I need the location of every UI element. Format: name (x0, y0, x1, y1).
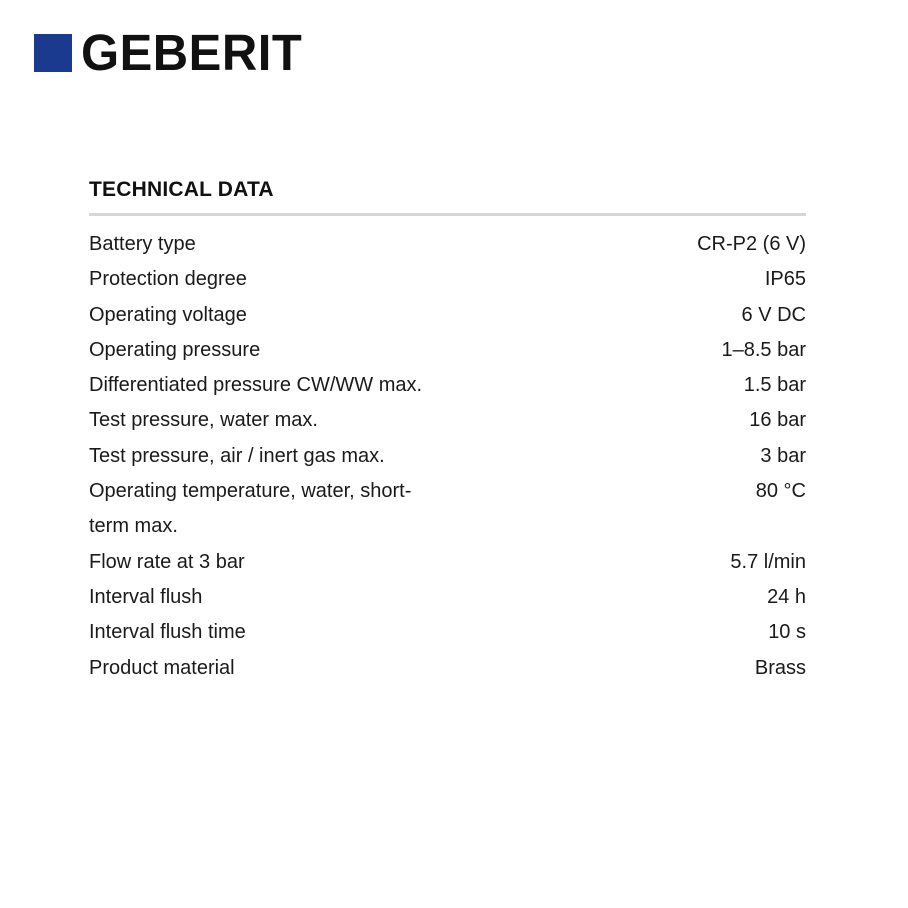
section-divider (89, 213, 806, 216)
spec-value: IP65 (764, 268, 806, 291)
spec-label: Protection degree (89, 268, 247, 291)
brand-logo-text: GEBERIT (81, 24, 303, 82)
spec-row (89, 651, 806, 686)
spec-label: Operating voltage (89, 303, 247, 326)
spec-row (89, 227, 806, 262)
spec-value: CR-P2 (6 V) (697, 233, 806, 255)
spec-label: Test pressure, air / inert gas max. (89, 444, 385, 467)
spec-value: 1.5 bar (743, 374, 806, 397)
spec-value: Brass (754, 656, 806, 679)
spec-row (89, 368, 806, 403)
spec-row (89, 262, 806, 297)
spec-row (89, 615, 806, 650)
spec-value: 10 s (768, 621, 806, 644)
brand-logo (34, 24, 303, 82)
spec-value: 24 h (767, 585, 806, 608)
spec-label: Operating pressure (89, 338, 261, 361)
spec-list (89, 227, 806, 686)
spec-value: 16 bar (749, 409, 806, 432)
spec-label: Operating temperature, water, short-term max. (89, 480, 412, 538)
spec-value: 5.7 l/min (730, 550, 806, 573)
spec-label: Battery type (89, 233, 196, 255)
spec-value: 3 bar (760, 444, 806, 467)
spec-row (89, 474, 806, 545)
spec-row (89, 333, 806, 368)
section-title: TECHNICAL DATA (89, 178, 274, 201)
spec-label: Interval flush (89, 585, 203, 608)
spec-row (89, 580, 806, 615)
spec-row (89, 403, 806, 438)
technical-data-section (89, 173, 806, 686)
spec-row (89, 545, 806, 580)
spec-label: Product material (89, 656, 235, 679)
spec-label: Interval flush time (89, 621, 246, 644)
spec-value: 80 °C (755, 480, 806, 503)
spec-row (89, 439, 806, 474)
spec-label: Differentiated pressure CW/WW max. (89, 374, 423, 397)
brand-logo-square (34, 34, 72, 72)
spec-label: Test pressure, water max. (89, 409, 318, 432)
spec-row (89, 298, 806, 333)
spec-label: Flow rate at 3 bar (89, 550, 245, 573)
spec-value: 6 V DC (741, 303, 806, 326)
spec-value: 1–8.5 bar (721, 338, 806, 361)
